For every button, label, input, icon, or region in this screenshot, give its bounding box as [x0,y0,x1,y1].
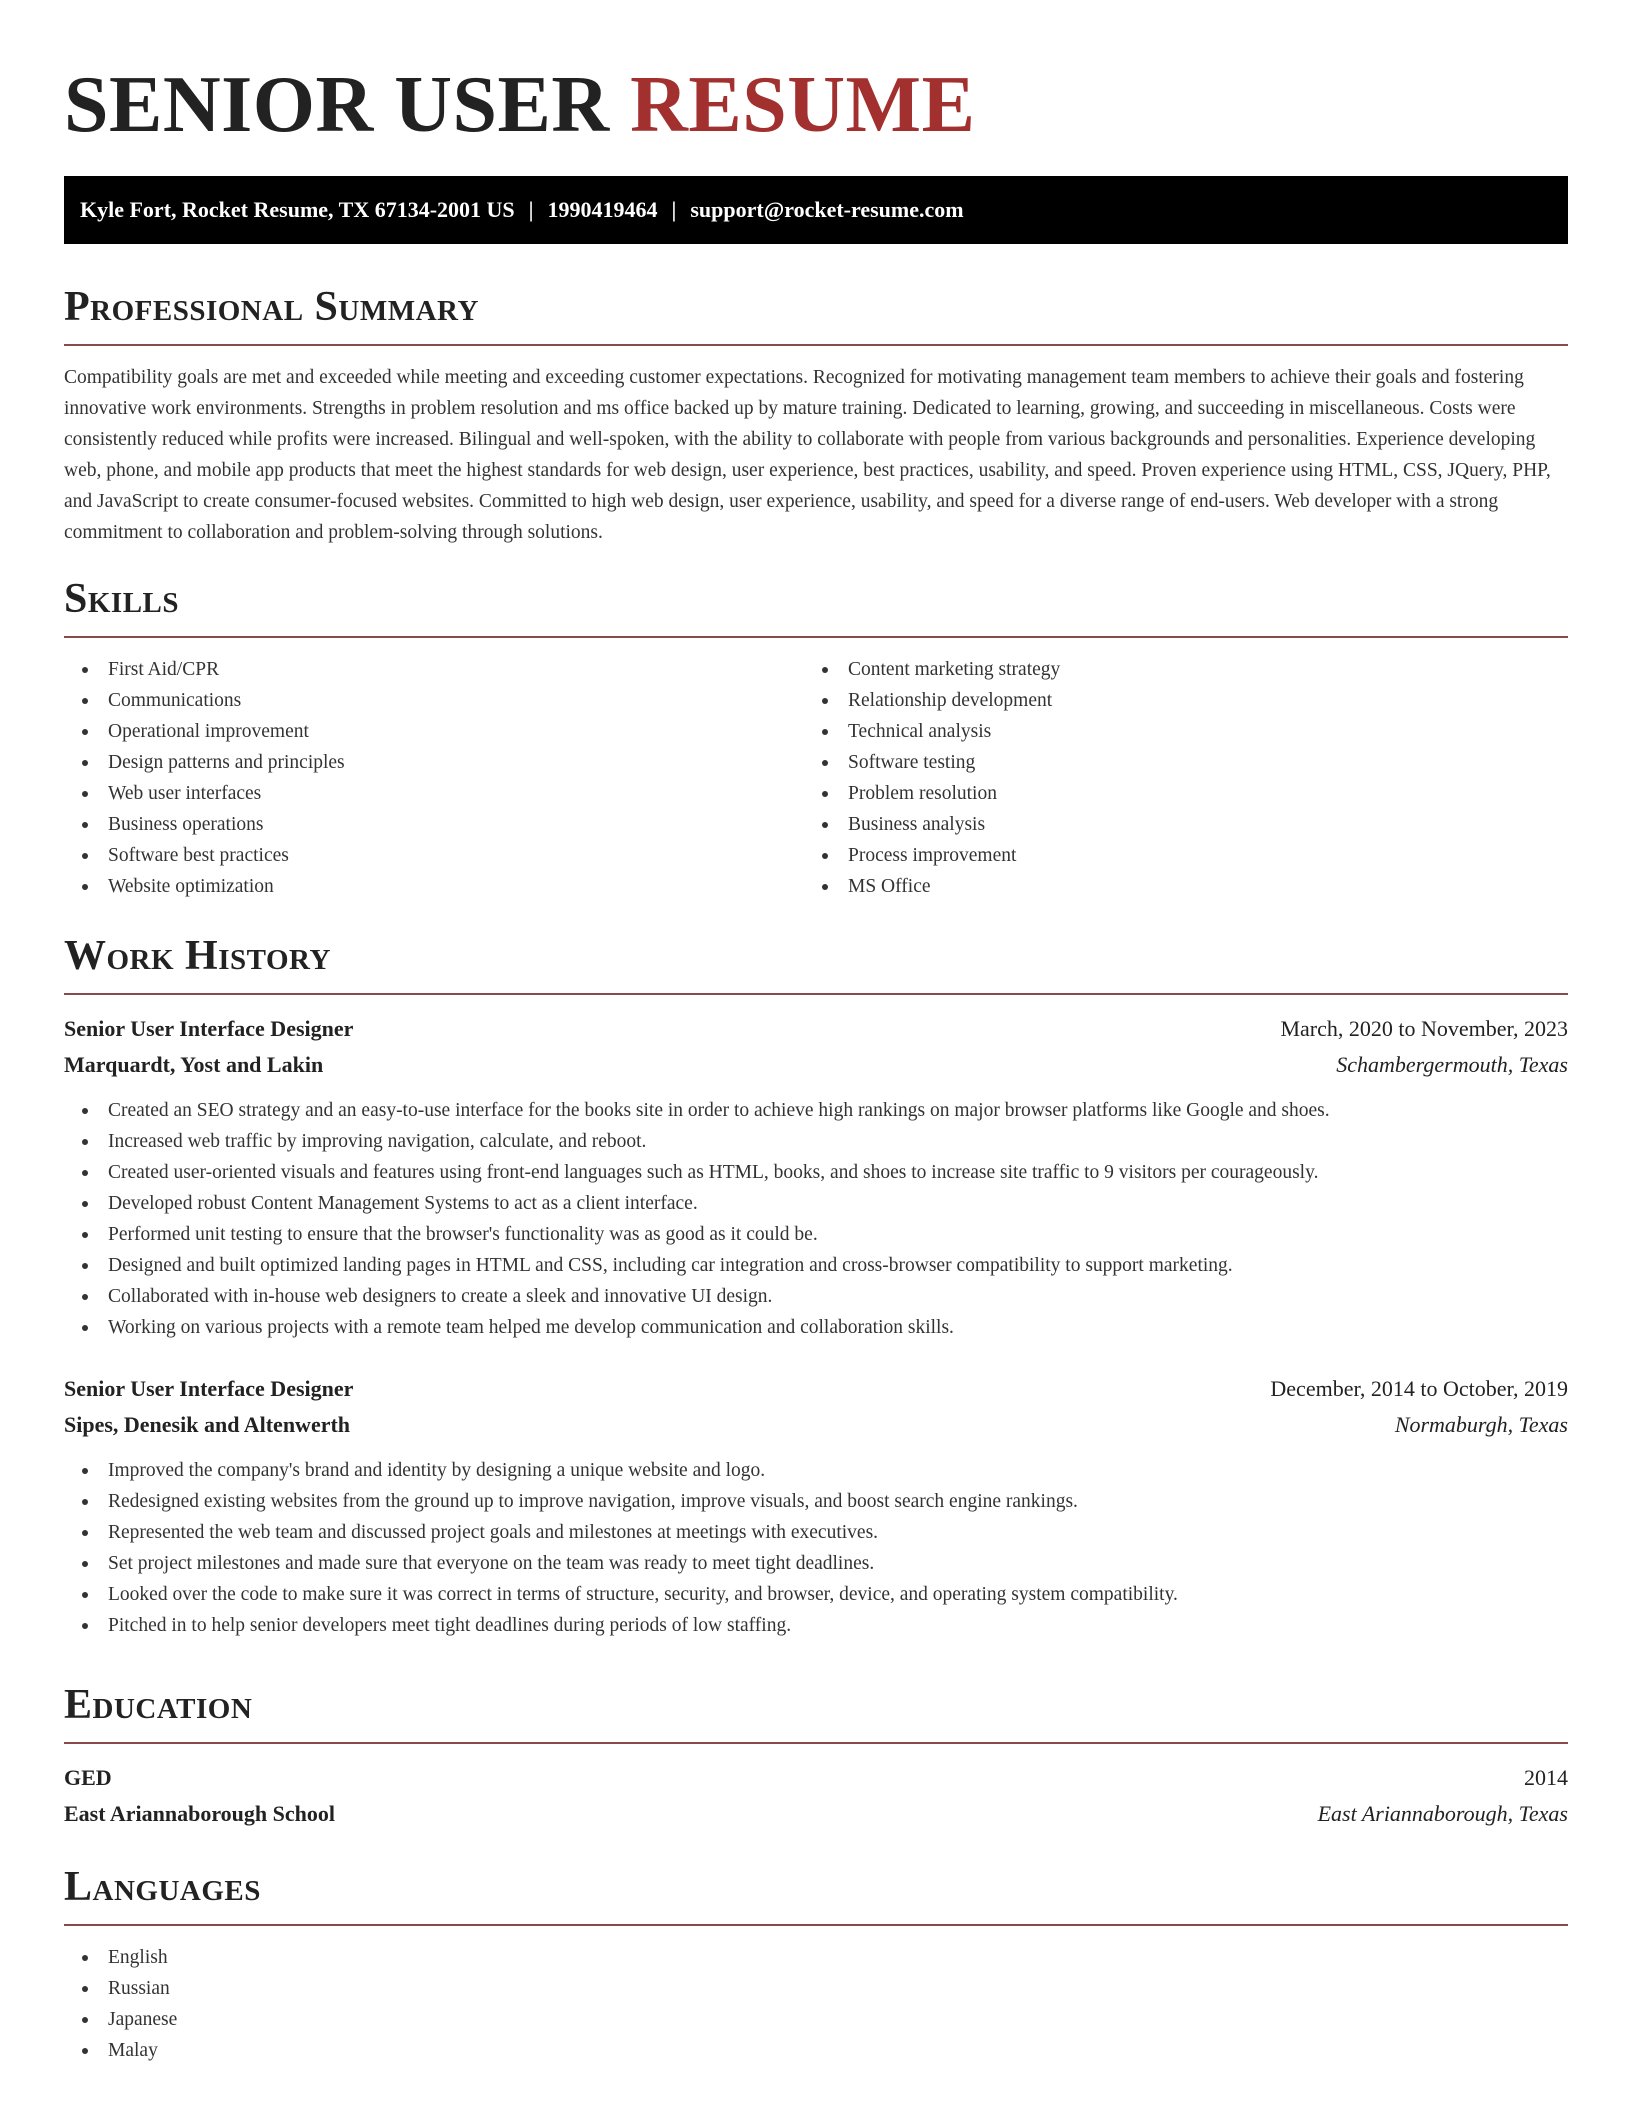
languages-list [64,1942,1568,2066]
resume-page [64,0,1568,2061]
skills-list-left [64,654,804,902]
skill-item: Business analysis [804,809,1544,840]
languages-heading: Languages [64,1862,1568,1926]
job-bullets [64,1455,1568,1641]
education-entry [64,1760,1568,1832]
job-dates: March, 2020 to November, 2023 [1280,1016,1568,1041]
job-bullet: Designed and built optimized landing pages in HTML and CSS, including car integration and cross-browser compatibility to support marketing. [64,1250,1568,1281]
job-dates: December, 2014 to October, 2019 [1270,1376,1568,1401]
skill-item: Problem resolution [804,778,1544,809]
skill-item: MS Office [804,871,1544,902]
job-bullet: Improved the company's brand and identity by designing a unique website and logo. [64,1455,1568,1486]
job-bullet: Created an SEO strategy and an easy-to-use interface for the books site in order to achieve high rankings on major browser platforms like Google and shoes. [64,1095,1568,1126]
skill-item: Communications [64,685,804,716]
job-bullet: Redesigned existing websites from the ground up to improve navigation, improve visuals, and boost search engine rankings. [64,1486,1568,1517]
job-bullet: Pitched in to help senior developers meet tight deadlines during periods of low staffing. [64,1610,1568,1641]
skill-item: Website optimization [64,871,804,902]
skill-item: Software best practices [64,840,804,871]
skill-item: Software testing [804,747,1544,778]
job-bullet: Developed robust Content Management Systems to act as a client interface. [64,1188,1568,1219]
contact-phone: 1990419464 [547,197,658,222]
job-location: Schambergermouth, Texas [1336,1052,1568,1077]
job-company-row [64,1407,1568,1443]
contact-bar [64,176,1568,244]
languages-section [64,1862,1568,2066]
job-bullet: Collaborated with in-house web designers to create a sleek and innovative UI design. [64,1281,1568,1312]
skill-item: Relationship development [804,685,1544,716]
title-accent: RESUME [630,61,976,149]
skills-columns [64,654,1568,902]
job-bullets [64,1095,1568,1343]
education-heading: Education [64,1680,1568,1744]
summary-text: Compatibility goals are met and exceeded while meeting and exceeding customer expectations. Recognized for motivating management team members to achieve their goals and fostering innovative work environments. Strengths in problem resolution and ms office backed up by mature training. Dedicated to learning, growing, and succeeding in miscellaneous. Costs were consistently reduced while profits were increased. Bilingual and well-spoken, with the ability to collaborate with people from various backgrounds and personalities. Experience developing web, phone, and mobile app products that meet the highest standards for web design, user experience, best practices, usability, and speed. Proven experience using HTML, CSS, JQuery, PHP, and JavaScript to create consumer-focused websites. Committed to high web design, user experience, usability, and speed for a diverse range of end-users. Web developer with a strong commitment to collaboration and problem-solving through solutions. [64,367,1551,543]
skills-section [64,574,1568,902]
job-bullet: Increased web traffic by improving navigation, calculate, and reboot. [64,1126,1568,1157]
contact-separator: | [528,197,534,222]
contact-separator: | [671,197,677,222]
job-company: Marquardt, Yost and Lakin [64,1052,324,1077]
skill-item: Design patterns and principles [64,747,804,778]
job-company-row [64,1047,1568,1083]
education-location: East Ariannaborough, Texas [1317,1801,1568,1826]
education-school: East Ariannaborough School [64,1801,336,1826]
job-title: Senior User Interface Designer [64,1376,354,1401]
job-bullet: Performed unit testing to ensure that the browser's functionality was as good as it could be. [64,1219,1568,1250]
job-bullet: Working on various projects with a remote team helped me develop communication and collaboration skills. [64,1312,1568,1343]
education-year: 2014 [1524,1765,1568,1790]
skill-item: First Aid/CPR [64,654,804,685]
education-degree-row [64,1760,1568,1796]
education-school-row [64,1796,1568,1832]
skill-item: Web user interfaces [64,778,804,809]
skills-list-right [804,654,1544,902]
skill-item: Business operations [64,809,804,840]
job-bullet: Set project milestones and made sure that everyone on the team was ready to meet tight deadlines. [64,1548,1568,1579]
skill-item: Content marketing strategy [804,654,1544,685]
job-location: Normaburgh, Texas [1394,1412,1568,1437]
skill-item: Process improvement [804,840,1544,871]
job-bullet: Represented the web team and discussed project goals and milestones at meetings with executives. [64,1517,1568,1548]
skill-item: Operational improvement [64,716,804,747]
skills-heading: Skills [64,574,1568,638]
contact-address: Kyle Fort, Rocket Resume, TX 67134-2001 US [80,197,515,222]
skill-item: Technical analysis [804,716,1544,747]
language-item: Japanese [64,2004,1568,2035]
job-title-row [64,1011,1568,1047]
work-history-section [64,931,1568,1641]
resume-title [64,60,1568,150]
language-item: Russian [64,1973,1568,2004]
education-degree: GED [64,1765,112,1790]
job-bullet: Created user-oriented visuals and features using front-end languages such as HTML, books, and shoes to increase site traffic to 9 visitors per courageously. [64,1157,1568,1188]
job-entry [64,1011,1568,1343]
title-main: SENIOR USER [64,61,610,149]
work-history-heading: Work History [64,931,1568,995]
language-item: Malay [64,2035,1568,2066]
summary-heading: Professional Summary [64,282,1568,346]
job-title: Senior User Interface Designer [64,1016,354,1041]
summary-section [64,282,1568,548]
job-bullet: Looked over the code to make sure it was correct in terms of structure, security, and browser, device, and operating system compatibility. [64,1579,1568,1610]
contact-email[interactable]: support@rocket-resume.com [690,197,964,222]
job-entry [64,1371,1568,1641]
language-item: English [64,1942,1568,1973]
job-title-row [64,1371,1568,1407]
education-section [64,1680,1568,1832]
job-company: Sipes, Denesik and Altenwerth [64,1412,351,1437]
